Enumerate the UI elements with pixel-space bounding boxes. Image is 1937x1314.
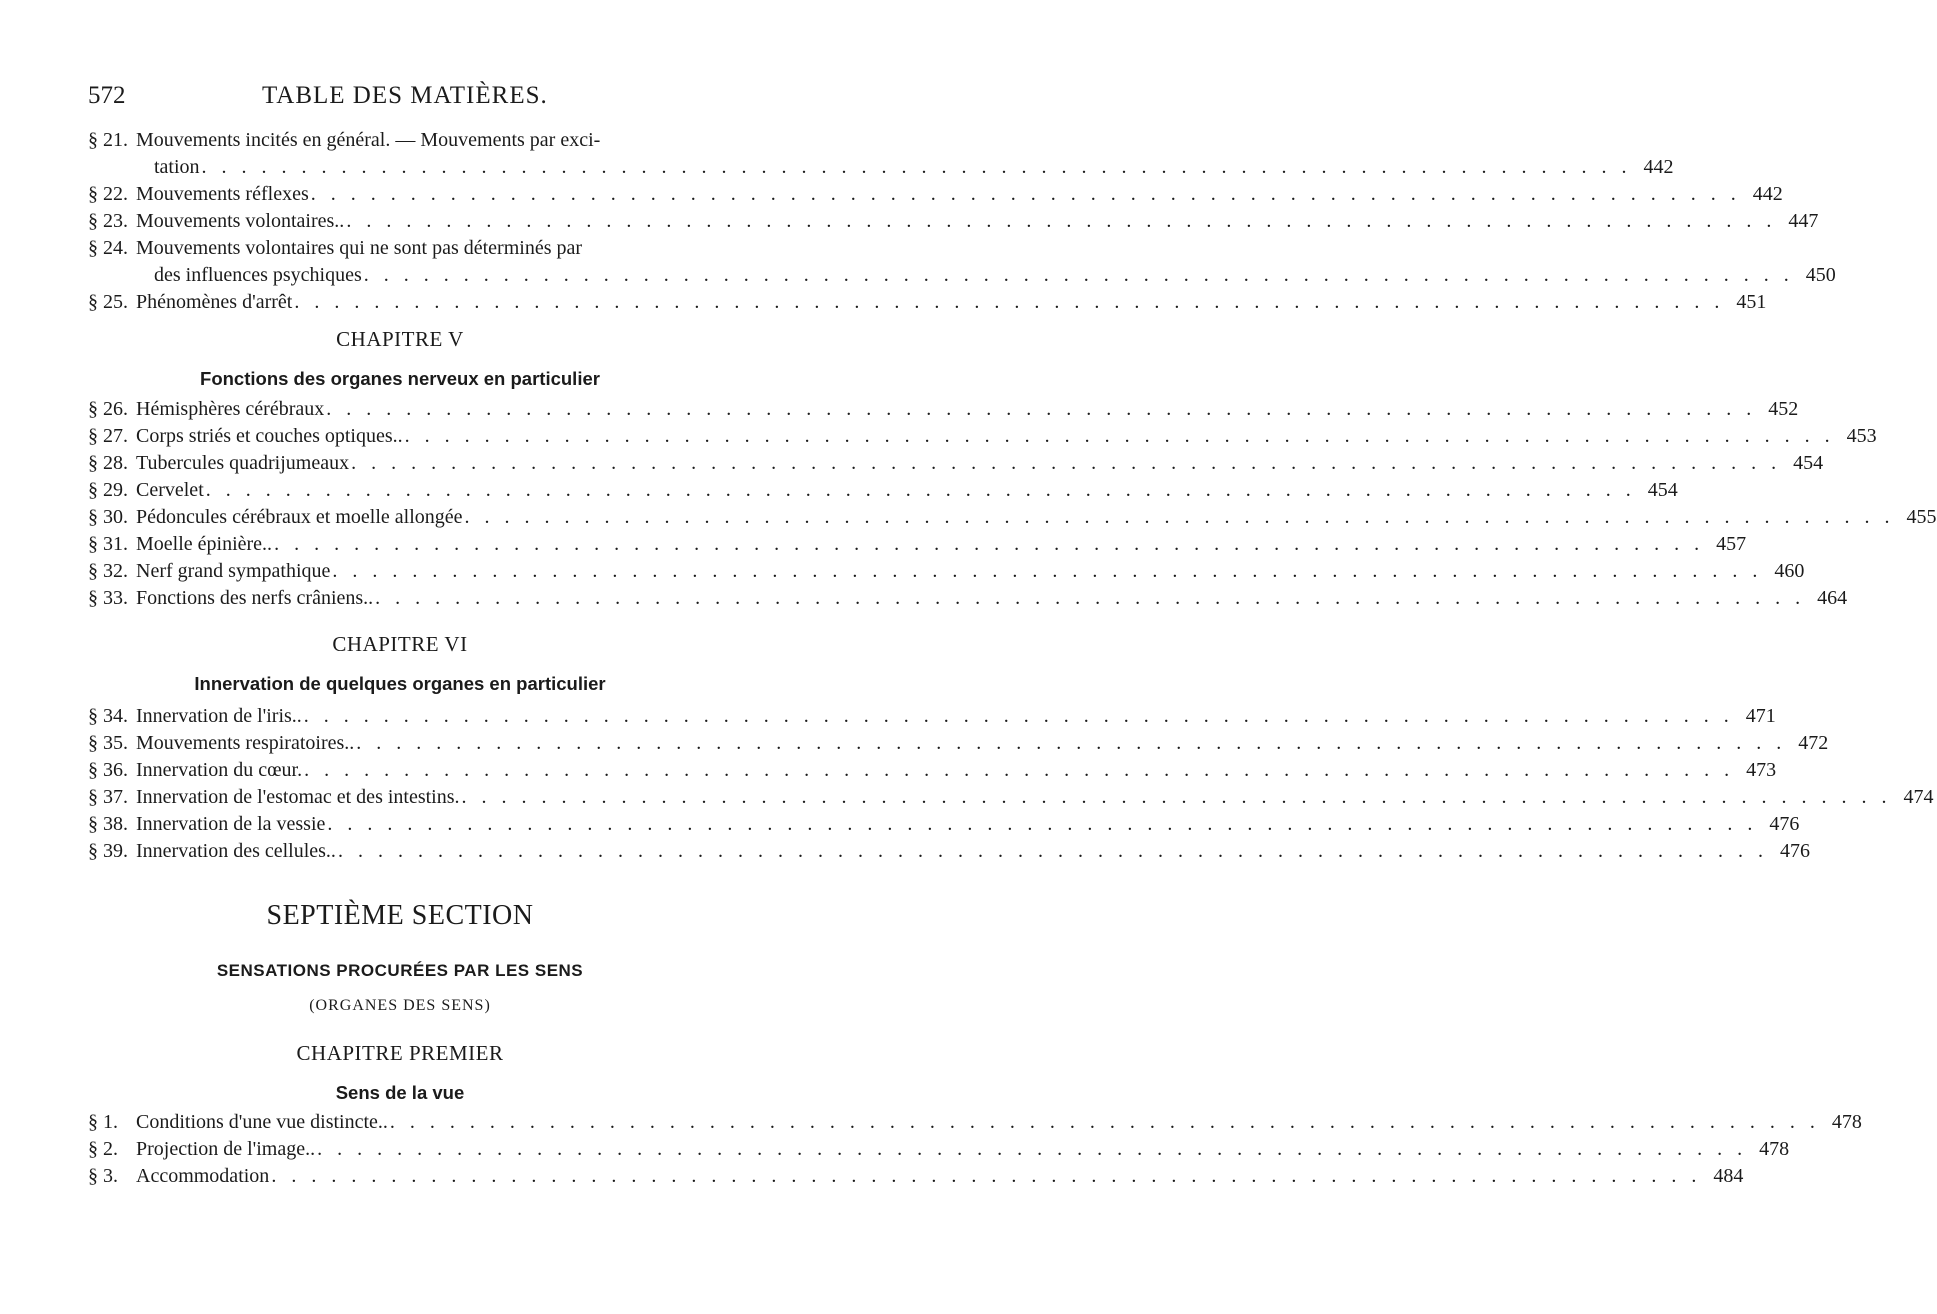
page-ref: 472 bbox=[1798, 732, 1829, 754]
dot-leader bbox=[462, 784, 1892, 811]
toc-entry bbox=[88, 208, 1819, 235]
section-number: § 33. bbox=[88, 587, 128, 609]
dot-leader bbox=[326, 396, 1756, 423]
toc-entry bbox=[88, 181, 1783, 208]
section-subtitle: SENSATIONS PROCURÉES PAR LES SENS bbox=[216, 961, 584, 980]
section-number: § 24. bbox=[88, 237, 128, 259]
page-ref: 447 bbox=[1788, 210, 1819, 232]
toc-entry bbox=[88, 127, 1674, 181]
dot-leader bbox=[375, 585, 1805, 612]
toc-entry bbox=[88, 1109, 1862, 1136]
toc-entry bbox=[88, 531, 1747, 558]
chapter-heading: CHAPITRE PREMIER bbox=[296, 1041, 504, 1065]
page-ref: 484 bbox=[1713, 1165, 1744, 1187]
page-number: 572 bbox=[88, 82, 126, 109]
chapter-heading: CHAPITRE VI bbox=[332, 632, 468, 656]
section-number: § 27. bbox=[88, 425, 128, 447]
entry-title: Moelle épinière.. bbox=[136, 533, 273, 555]
toc-entry bbox=[88, 838, 1810, 865]
entry-title-line: des influences psychiques bbox=[154, 264, 362, 286]
toc-entry bbox=[88, 289, 1767, 316]
entry-title: Fonctions des nerfs crâniens.. bbox=[136, 587, 374, 609]
page-ref: 454 bbox=[1647, 479, 1678, 501]
dot-leader bbox=[390, 1109, 1820, 1136]
toc-group-innervation bbox=[88, 703, 1934, 865]
section-number: § 2. bbox=[88, 1138, 118, 1160]
entry-title: Innervation du cœur. bbox=[136, 759, 303, 781]
entry-title-line: Mouvements incités en général. — Mouvements par exci- bbox=[136, 129, 601, 151]
page-ref: 442 bbox=[1752, 183, 1783, 205]
page-ref: 452 bbox=[1768, 398, 1799, 420]
toc-entry bbox=[88, 1163, 1744, 1190]
toc-entry bbox=[88, 423, 1877, 450]
section-number: § 25. bbox=[88, 291, 128, 313]
page-ref: 457 bbox=[1716, 533, 1747, 555]
entry-title: Projection de l'image.. bbox=[136, 1138, 316, 1160]
section-number: § 37. bbox=[88, 786, 128, 808]
section-note: (ORGANES DES SENS) bbox=[309, 997, 491, 1014]
toc-entry bbox=[88, 784, 1934, 811]
entry-title: Pédoncules cérébraux et moelle allongée bbox=[136, 506, 463, 528]
chapter-subtitle: Innervation de quelques organes en particulier bbox=[194, 673, 606, 694]
entry-title: Cervelet bbox=[136, 479, 204, 501]
section-number: § 39. bbox=[88, 840, 128, 862]
dot-leader bbox=[274, 531, 1704, 558]
page-ref: 454 bbox=[1793, 452, 1824, 474]
page-header bbox=[0, 82, 800, 112]
dot-leader bbox=[332, 558, 1762, 585]
page-ref: 471 bbox=[1745, 705, 1776, 727]
entry-title: Mouvements respiratoires.. bbox=[136, 732, 355, 754]
entry-title-line: tation bbox=[154, 156, 200, 178]
entry-title: Corps striés et couches optiques.. bbox=[136, 425, 403, 447]
toc-group-vision bbox=[88, 1109, 1862, 1190]
section-number: § 34. bbox=[88, 705, 128, 727]
entry-title-line: Mouvements volontaires qui ne sont pas déterminés par bbox=[136, 237, 583, 259]
toc-entry bbox=[88, 1136, 1790, 1163]
entry-title: Hémisphères cérébraux bbox=[136, 398, 325, 420]
toc-entry bbox=[88, 235, 1836, 289]
toc-group-movements bbox=[88, 127, 1836, 316]
entry-title: Innervation de la vessie bbox=[136, 813, 326, 835]
entry-title: Tubercules quadrijumeaux bbox=[136, 452, 350, 474]
section-number: § 36. bbox=[88, 759, 128, 781]
entry-title: Conditions d'une vue distincte.. bbox=[136, 1111, 388, 1133]
page-ref: 478 bbox=[1831, 1111, 1862, 1133]
dot-leader bbox=[327, 811, 1757, 838]
section-number: § 30. bbox=[88, 506, 128, 528]
toc-entry bbox=[88, 450, 1824, 477]
dot-leader bbox=[317, 1136, 1747, 1163]
chapter-subtitle: Fonctions des organes nerveux en particulier bbox=[200, 368, 600, 389]
page-ref: 451 bbox=[1736, 291, 1767, 313]
dot-leader bbox=[356, 730, 1786, 757]
page-ref: 455 bbox=[1906, 506, 1937, 528]
dot-leader bbox=[338, 838, 1768, 865]
entry-title: Mouvements réflexes bbox=[136, 183, 309, 205]
section-number: § 22. bbox=[88, 183, 128, 205]
toc-entry bbox=[88, 504, 1937, 531]
entry-title: Innervation de l'estomac et des intestins. bbox=[136, 786, 460, 808]
toc-entry bbox=[88, 730, 1829, 757]
page-ref: 473 bbox=[1746, 759, 1777, 781]
section-number: § 28. bbox=[88, 452, 128, 474]
entry-title: Nerf grand sympathique bbox=[136, 560, 331, 582]
toc-entry bbox=[88, 477, 1678, 504]
entry-title: Mouvements volontaires.. bbox=[136, 210, 345, 232]
toc-entry bbox=[88, 558, 1805, 585]
section-number: § 29. bbox=[88, 479, 128, 501]
running-title: TABLE DES MATIÈRES. bbox=[262, 82, 548, 109]
page-ref: 460 bbox=[1774, 560, 1805, 582]
toc-entry bbox=[88, 757, 1777, 784]
dot-leader bbox=[294, 289, 1724, 316]
page-ref: 453 bbox=[1846, 425, 1877, 447]
dot-leader bbox=[364, 262, 1794, 289]
page-ref: 442 bbox=[1643, 156, 1674, 178]
dot-leader bbox=[351, 450, 1781, 477]
section-number: § 26. bbox=[88, 398, 128, 420]
dot-leader bbox=[304, 757, 1734, 784]
dot-leader bbox=[465, 504, 1895, 531]
dot-leader bbox=[405, 423, 1835, 450]
entry-title: Innervation des cellules.. bbox=[136, 840, 336, 862]
toc-entry bbox=[88, 703, 1776, 730]
section-number: § 31. bbox=[88, 533, 128, 555]
entry-title: Phénomènes d'arrêt bbox=[136, 291, 293, 313]
toc-entry bbox=[88, 396, 1799, 423]
toc-entry bbox=[88, 811, 1800, 838]
page-ref: 476 bbox=[1779, 840, 1810, 862]
section-heading: SEPTIÈME SECTION bbox=[266, 900, 534, 931]
page-ref: 478 bbox=[1759, 1138, 1790, 1160]
toc-entry bbox=[88, 585, 1848, 612]
chapter-heading: CHAPITRE V bbox=[336, 327, 464, 351]
entry-title: Innervation de l'iris.. bbox=[136, 705, 302, 727]
page-ref: 450 bbox=[1805, 264, 1836, 286]
section-number: § 35. bbox=[88, 732, 128, 754]
section-number: § 38. bbox=[88, 813, 128, 835]
dot-leader bbox=[206, 477, 1636, 504]
entry-title: Accommodation bbox=[136, 1165, 270, 1187]
toc-group-nerve-organs bbox=[88, 396, 1937, 612]
dot-leader bbox=[311, 181, 1741, 208]
page-ref: 474 bbox=[1903, 786, 1934, 808]
section-number: § 3. bbox=[88, 1165, 118, 1187]
section-number: § 32. bbox=[88, 560, 128, 582]
page-ref: 464 bbox=[1817, 587, 1848, 609]
section-number: § 21. bbox=[88, 129, 128, 151]
dot-leader bbox=[346, 208, 1776, 235]
dot-leader bbox=[202, 154, 1632, 181]
page-ref: 476 bbox=[1769, 813, 1800, 835]
dot-leader bbox=[271, 1163, 1701, 1190]
dot-leader bbox=[304, 703, 1734, 730]
section-number: § 23. bbox=[88, 210, 128, 232]
chapter-subtitle: Sens de la vue bbox=[335, 1082, 465, 1103]
section-number: § 1. bbox=[88, 1111, 118, 1133]
